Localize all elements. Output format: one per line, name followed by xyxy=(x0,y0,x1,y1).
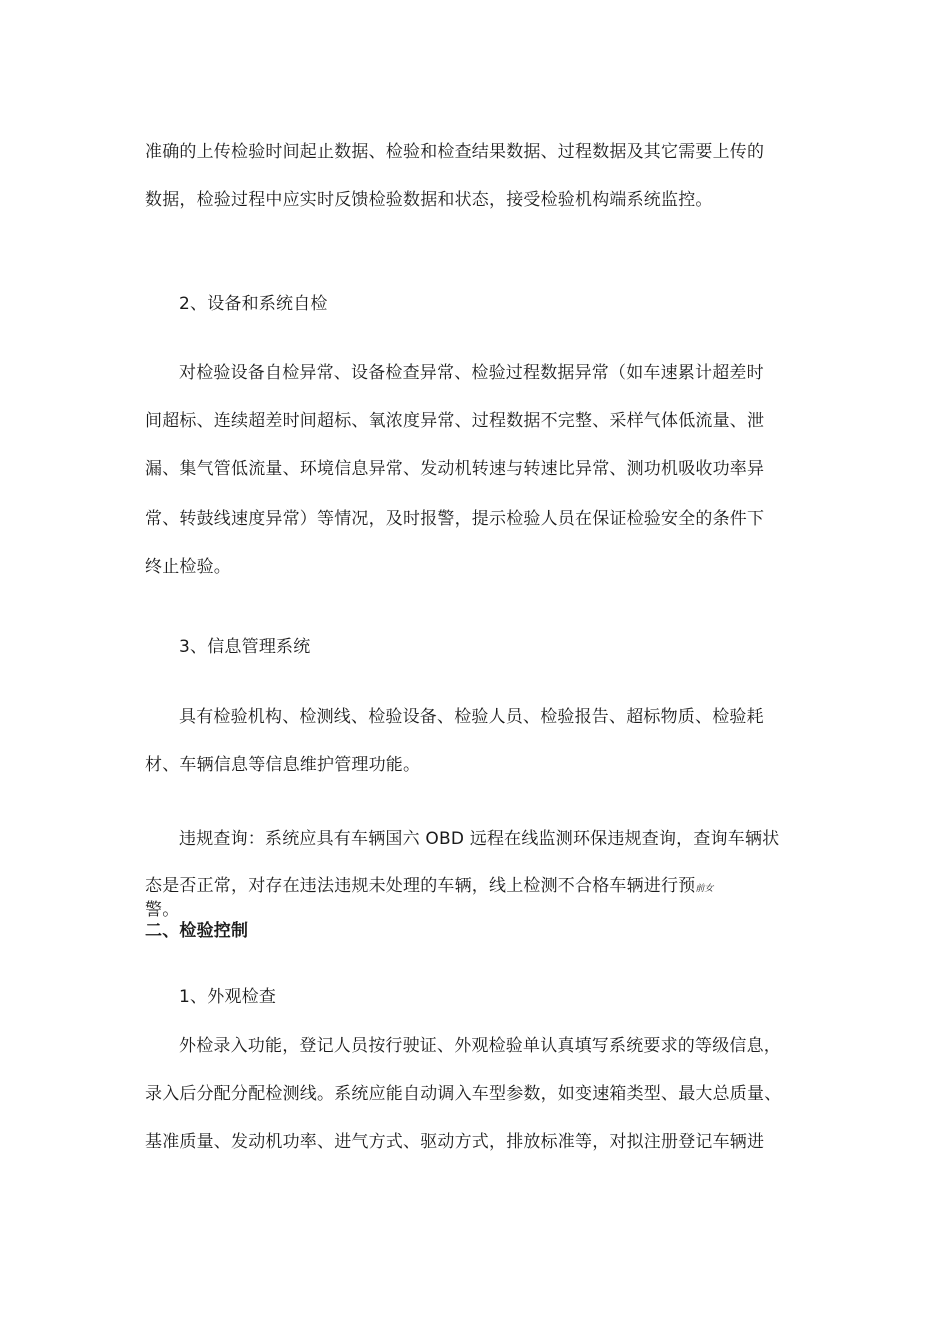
paragraph-line: 警。 xyxy=(145,900,180,920)
paragraph-line: 准确的上传检验时间起止数据、检验和检查结果数据、过程数据及其它需要上传的 xyxy=(145,142,765,162)
paragraph-line: 终止检验。 xyxy=(145,557,231,577)
paragraph-line: 基准质量、发动机功率、进气方式、驱动方式，排放标准等，对拟注册登记车辆进 xyxy=(145,1132,765,1152)
paragraph-line-text: 态是否正常，对存在违法违规未处理的车辆，线上检测不合格车辆进行预 xyxy=(145,876,696,896)
margin-note: 前女 xyxy=(695,884,714,894)
paragraph-line: 录入后分配分配检测线。系统应能自动调入车型参数，如变速箱类型、最大总质量、 xyxy=(145,1084,782,1104)
paragraph-line: 间超标、连续超差时间超标、氧浓度异常、过程数据不完整、采样气体低流量、泄 xyxy=(145,411,765,431)
paragraph-line: 数据，检验过程中应实时反馈检验数据和状态，接受检验机构端系统监控。 xyxy=(145,190,713,210)
paragraph-line: 违规查询：系统应具有车辆国六 OBD 远程在线监测环保违规查询，查询车辆状 xyxy=(179,829,780,849)
paragraph-line: 材、车辆信息等信息维护管理功能。 xyxy=(145,755,421,775)
paragraph-line xyxy=(145,875,713,900)
subsection-heading: 3、信息管理系统 xyxy=(179,637,311,657)
paragraph-line: 漏、集气管低流量、环境信息异常、发动机转速与转速比异常、测功机吸收功率异 xyxy=(145,459,765,479)
section-heading: 二、检验控制 xyxy=(145,921,249,941)
paragraph-line: 常、转鼓线速度异常）等情况，及时报警，提示检验人员在保证检验安全的条件下 xyxy=(145,509,765,529)
paragraph-line: 外检录入功能，登记人员按行驶证、外观检验单认真填写系统要求的等级信息， xyxy=(179,1036,781,1056)
paragraph-line: 具有检验机构、检测线、检验设备、检验人员、检验报告、超标物质、检验耗 xyxy=(179,707,764,727)
paragraph-line: 对检验设备自检异常、设备检查异常、检验过程数据异常（如车速累计超差时 xyxy=(179,363,764,383)
subsection-heading: 1、外观检查 xyxy=(179,987,277,1007)
subsection-heading: 2、设备和系统自检 xyxy=(179,294,328,314)
